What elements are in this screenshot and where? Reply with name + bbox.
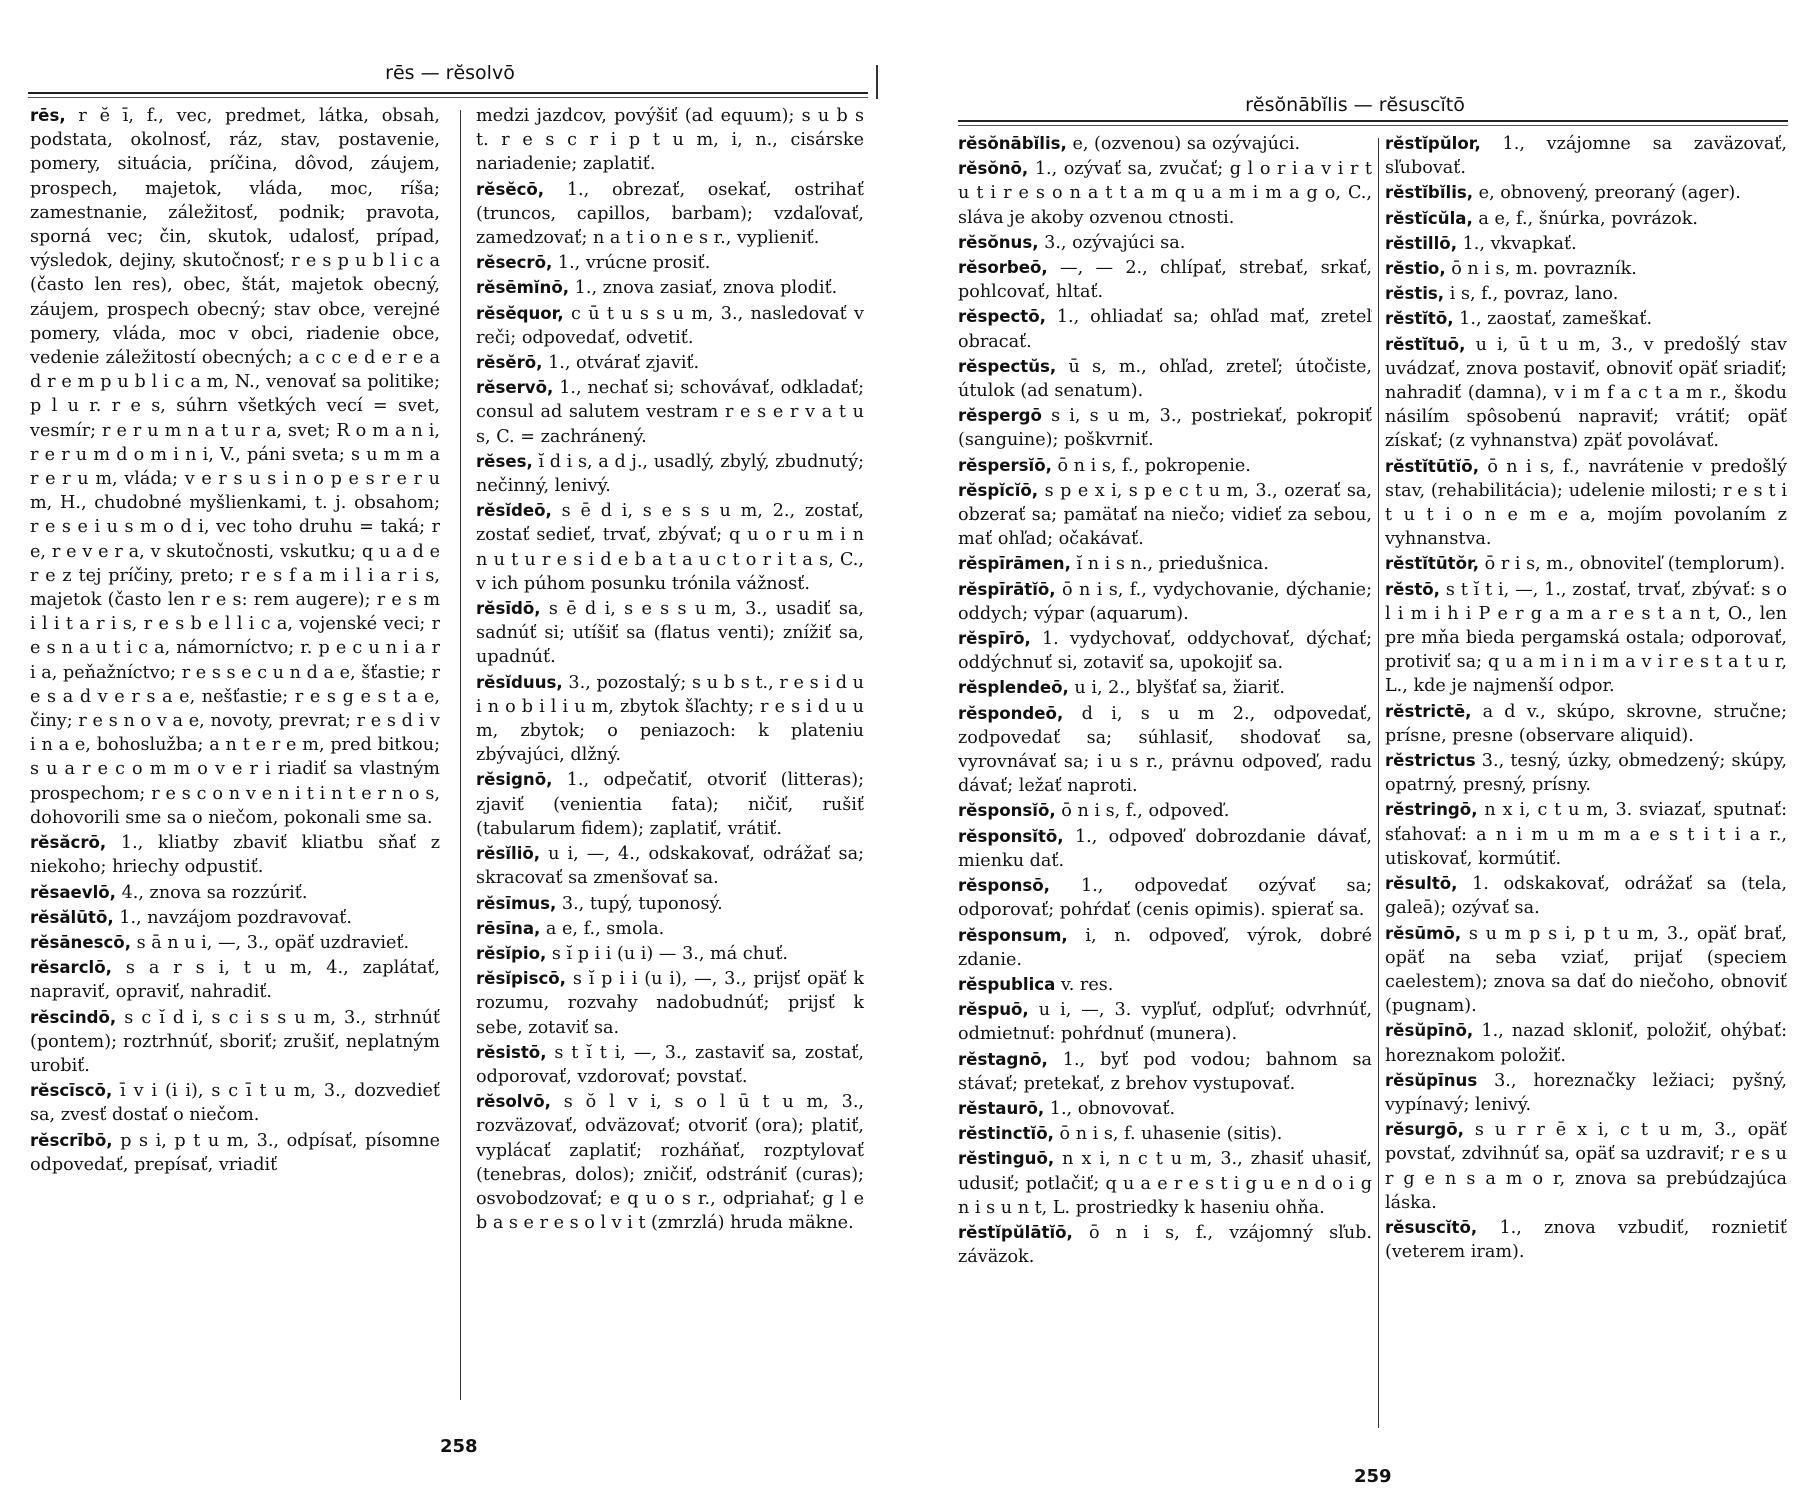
definition: s c ĭ d i, s c i s s u m, 3., strhnúť (pontem); roztrhnúť, sboriť; zrušiť, neplatným urobiť.	[30, 1007, 440, 1076]
dictionary-entry	[958, 355, 1372, 403]
definition: s a r s i, t u m, 4., zaplátať, napraviť, opraviť, nahradiť.	[30, 958, 440, 1003]
column-divider	[1378, 138, 1379, 1428]
definition: ō r i s, m., obnoviteľ (templorum).	[1484, 554, 1786, 575]
dictionary-entry	[1385, 333, 1787, 454]
definition: ō n i s, f. uhasenie (sitis).	[1059, 1124, 1283, 1145]
dictionary-entry	[476, 1041, 864, 1089]
headword: rĕsĕrō,	[476, 353, 543, 373]
dictionary-entry	[958, 231, 1372, 255]
definition: s u r r ē x i, c t u m, 3., opäť povstať, zdvihnúť sa, opäť sa uzdraviť; r e s u r g e n s a m o r, znova sa prebúdzajúca láska.	[1385, 1120, 1787, 1213]
definition: s ŏ l v i, s o l ū t u m, 3., rozväzovať, odväzovať; otvoriť (ora); platiť, vyplácať zaplatiť; rozháňať, rozptylovať (tenebras, dolos); zničiť, odstrániť (curas); osvobodzovať; e q u o s r., odpriahať; g l e b a s e r e s o l v i t (zmrzlá) hruda mäkne.	[476, 1092, 864, 1234]
dictionary-entry	[958, 799, 1372, 823]
headword: rĕspersĭō,	[958, 455, 1052, 475]
headword: rĕsurgō,	[1385, 1120, 1464, 1140]
headword: rĕstĭcŭla,	[1385, 208, 1473, 228]
dictionary-entry	[958, 924, 1372, 972]
headword: rĕsponsĭō,	[958, 801, 1056, 821]
definition: 1., byť pod vodou; bahnom sa stávať; pretekať, z brehov vystupovať.	[958, 1049, 1372, 1094]
dictionary-entry	[958, 1147, 1372, 1220]
definition: d i, s u m 2., odpovedať, zodpovedať sa; súhlasiť, shodovať sa, vyrovnávať sa; i u s r., právnu odpoveď, radu dávať; ležať naproti.	[958, 703, 1372, 797]
header-rule	[28, 92, 868, 94]
headword: rĕscīscō,	[30, 1081, 113, 1101]
dictionary-entry	[1385, 207, 1787, 231]
definition: ō n i s, f., pokropenie.	[1057, 455, 1251, 476]
definition: 1., ohliadať sa; ohľad mať, zreteľ obracať.	[958, 307, 1372, 352]
headword: rĕspergō	[958, 406, 1042, 426]
definition: medzi jazdcov, povýšiť (ad equum); s u b s t. r e s c r i p t u m, i, n., cisárske nariadenie; zaplatiť.	[476, 106, 864, 175]
headword: rĕspĭcĭō,	[958, 480, 1039, 500]
headword: rĕspuō,	[958, 1000, 1029, 1020]
dictionary-entry	[958, 1097, 1372, 1121]
definition: u i, —, 3. vypľuť, odpľuť; odvrhnúť, odmietnuť: pohŕdnuť (munera).	[958, 1000, 1372, 1045]
headword: rĕstĭtō,	[1385, 309, 1454, 329]
definition: 3., ozývajúci sa.	[1044, 232, 1186, 253]
definition: s ē d i, s e s s u m, 3., usadiť sa, sadnúť si; utíšiť sa (flatus venti); znížiť sa, upadnúť.	[476, 599, 864, 668]
headword: rĕsĕquor,	[476, 303, 564, 323]
dictionary-entry	[30, 104, 440, 830]
definition: ō n i s, f., navrátenie v predošlý stav, (rehabilitácia); udelenie milosti; r e s t i t u t i o n e m e a, mojím povolaním z vyhnanstva.	[1385, 456, 1787, 550]
dictionary-entry	[1385, 307, 1787, 331]
headword: rĕses,	[476, 451, 533, 471]
headword: rĕspīrāmen,	[958, 554, 1071, 574]
headword: rĕstringō,	[1385, 800, 1478, 820]
dictionary-entry	[1385, 232, 1787, 256]
dictionary-entry	[30, 956, 440, 1004]
headword: rĕsponsĭtō,	[958, 826, 1064, 846]
definition: r ĕ ī, f., vec, predmet, látka, obsah, podstata, okolnosť, ráz, stav, postavenie, pomery, situácia, príčina, dôvod, záujem, prospech, majetok, vláda, moc, ríša; zamestnanie, záležitosť, podnik; pravota, sporná vec; čin, skutok, udalosť, prípad, výsledok, dejiny, skutočnosť; r e s p u b l i c a (často len res), obec, štát, majetok obecný, záujem, prospech obecný; stav obce, verejné pomery, vláda, moc v obci, riadenie obce, vedenie záležitostí obecných; a c c e d e r e a d r e m p u b l i c a m, N., venovať sa politike; p l u r. r e s, súhrn všetkých vecí = svet, vesmír; r e r u m n a t u r a, svet; R o m a n i, r e r u m d o m i n i, V., páni sveta; s u m m a r e r u m, vláda; v e r s u s i n o p e s r e r u m, H., chudobné myšlienkami, t. j. obsahom; r e s e i u s m o d i, vec toho druhu = taká; r e, r e v e r a, v skutočnosti, vskutku; q u a d e r e z tej príčiny, preto; r e s f a m i l i a r i s, majetok (často len r e s: rem augere); r e s m i l i t a r i s, r e s b e l l i c a, vojenské veci; r e s n a u t i c a, námorníctvo; r. p e c u n i a r i a, peňažníctvo; r e s s e c u n d a e, šťastie; r e s a d v e r s a e, nešťastie; r e s g e s t a e, činy; r e s n o v a e, novoty, prevrat; r e s d i v i n a e, bohoslužba; a n t e r e m, pred bitkou; s u a r e c o m m o v e r i riadiť sa vlastným prospechom; r e s c o n v e n i t i n t e r n o s, dohovorili sme sa o niečom, pokonali sme sa.	[30, 106, 440, 828]
headword: rĕsarclō,	[30, 958, 112, 978]
dictionary-entry	[476, 942, 864, 966]
dictionary-entry	[958, 676, 1372, 700]
definition: s t ĭ t i, —, 3., zastaviť sa, zostať, odporovať, vzdorovať; povstať.	[476, 1042, 864, 1087]
dictionary-entry	[958, 825, 1372, 873]
headword: rĕsignō,	[476, 770, 553, 790]
dictionary-entry	[958, 404, 1372, 452]
headword: rĕsultō,	[1385, 874, 1458, 894]
definition: 1., kliatby zbaviť kliatbu sňať z niekoho; hriechy odpustiť.	[30, 833, 440, 878]
definition: s ĭ p i i (u i), —, 3., prijsť opäť k rozumu, rozvahy nadobudnúť; prijsť k sebe, zotaviť sa.	[476, 969, 864, 1038]
dictionary-entry	[958, 1221, 1372, 1269]
definition: u i, ū t u m, 3., v predošlý stav uvádzať, znova postaviť, obnoviť opäť sriadiť; nahradiť (damna), v i m f a c t a m r., škodu násilím spôsobenú napraviť; vrátiť; opäť získať; (z vyhnanstva) zpäť povolávať.	[1385, 334, 1787, 452]
dictionary-entry	[958, 874, 1372, 922]
headword: rĕstrictus	[1385, 751, 1476, 771]
dictionary-column	[30, 104, 440, 1404]
right-page	[900, 0, 1810, 1500]
dictionary-entry	[1385, 798, 1787, 871]
definition: 1., zaostať, zameškať.	[1459, 309, 1653, 330]
dictionary-entry	[476, 597, 864, 670]
headword: rĕstĭpŭlor,	[1385, 134, 1481, 153]
headword: rĕsponsum,	[958, 925, 1068, 945]
dictionary-entry	[30, 881, 440, 905]
headword: rĕsŭpīnus	[1385, 1070, 1478, 1090]
dictionary-entry	[476, 178, 864, 251]
headword: rĕstinguō,	[958, 1149, 1055, 1169]
headword: rĕsānescō,	[30, 932, 131, 952]
headword: rĕsŭpīnō,	[1385, 1021, 1474, 1041]
headword: rĕstio,	[1385, 259, 1446, 279]
definition: 3., pozostalý; s u b s t., r e s i d u i n o b i l i u m, zbytok šľachty; r e s i d u u m, zbytok; o peniazoch: k plateniu zbývajúci, dlžný.	[476, 672, 864, 766]
definition: 1., nazad skloniť, položiť, ohýbať: horeznakom položiť.	[1385, 1021, 1787, 1066]
definition: s ĭ p i i (u i) — 3., má chuť.	[551, 943, 788, 964]
dictionary-entry	[958, 1048, 1372, 1096]
definition: s ā n u i, —, 3., opäť uzdravieť.	[136, 932, 410, 953]
dictionary-entry	[958, 256, 1372, 304]
definition: 3., horeznačky ležiaci; pyšný, vypínavý; lenivý.	[1385, 1070, 1787, 1115]
dictionary-entry	[958, 627, 1372, 675]
definition: u i, —, 4., odskakovať, odrážať sa; skracovať sa zmenšovať sa.	[476, 844, 864, 889]
definition: 1., vrúcne prosiť.	[557, 253, 711, 274]
definition: n x i, c t u m, 3. sviazať, sputnať: sťahovať: a n i m u m m a e s t i t i a r., utiskovať, kormútiť.	[1385, 800, 1787, 869]
headword: rĕsecrō,	[476, 253, 553, 273]
definition: a e, f., smola.	[545, 918, 665, 939]
dictionary-entry	[1385, 578, 1787, 699]
dictionary-entry	[1385, 257, 1787, 281]
header-rule-thin	[28, 97, 868, 98]
dictionary-entry	[476, 251, 864, 275]
dictionary-entry	[476, 376, 864, 449]
headword: rĕstis,	[1385, 284, 1445, 304]
dictionary-entry	[1385, 455, 1787, 552]
headword: rĕsŏnābĭlis,	[958, 134, 1067, 153]
headword: rĕspīrātĭō,	[958, 579, 1056, 599]
dictionary-entry	[30, 831, 440, 879]
dictionary-entry	[958, 973, 1372, 997]
headword: rĕsĭdeō,	[476, 501, 552, 521]
page-number: 258	[440, 1436, 478, 1457]
header-rule	[958, 120, 1788, 122]
dictionary-entry	[1385, 552, 1787, 576]
headword: rĕsălūtō,	[30, 907, 114, 927]
headword: rĕscindō,	[30, 1007, 117, 1027]
headword: rĕsăcrō,	[30, 833, 107, 853]
dictionary-column	[1385, 132, 1787, 1432]
definition: —, — 2., chlípať, strebať, srkať, pohlcovať, hltať.	[958, 258, 1372, 303]
dictionary-entry	[30, 1079, 440, 1127]
headword: rĕstillō,	[1385, 233, 1458, 253]
definition: 1., vkvapkať.	[1462, 233, 1577, 254]
dictionary-entry	[1385, 1118, 1787, 1215]
dictionary-entry	[30, 1006, 440, 1079]
headword: rĕsplendeō,	[958, 678, 1069, 698]
headword: rĕstaurō,	[958, 1098, 1045, 1118]
running-header: rēs — rĕsolvō	[385, 62, 515, 84]
definition: 1., nechať si; schovávať, odkladať; consul ad salutem vestram r e s e r v a t u s, C. = zachránený.	[476, 378, 864, 447]
definition: i s, f., povraz, lano.	[1449, 284, 1619, 305]
dictionary-entry	[1385, 922, 1787, 1019]
definition: 1., odpoveď dobrozdanie dávať, mienku dať.	[958, 826, 1372, 871]
headword: rĕsŏnus,	[958, 232, 1039, 252]
definition: 1., otvárať zjaviť.	[548, 353, 700, 374]
definition: a e, f., šnúrka, povrázok.	[1478, 208, 1698, 229]
headword: rĕstinctĭō,	[958, 1124, 1054, 1144]
dictionary-entry	[958, 578, 1372, 626]
definition: 1., navzájom pozdravovať.	[119, 907, 352, 928]
definition: 1. vydychovať, oddychovať, dýchať; oddýchnuť si, zotaviť sa, upokojiť sa.	[958, 629, 1372, 674]
definition: e, obnovený, preoraný (ager).	[1478, 183, 1741, 204]
dictionary-entry	[1385, 749, 1787, 797]
definition: n x i, n c t u m, 3., zhasiť uhasiť, udusiť; potlačiť; q u a e r e s t i g u e n d o i g n i s u n t, L. prostriedky k haseniu ohňa.	[958, 1149, 1372, 1218]
definition: u i, 2., blyšťať sa, žiariť.	[1074, 678, 1285, 699]
dictionary-entry	[1385, 700, 1787, 748]
definition: 3., tesný, úzky, obmedzený; skúpy, opatrný, presný, prísny.	[1385, 751, 1787, 796]
dictionary-entry	[958, 1122, 1372, 1146]
dictionary-entry	[1385, 132, 1787, 180]
headword: rĕsĭduus,	[476, 672, 563, 692]
dictionary-entry	[30, 931, 440, 955]
dictionary-entry	[476, 917, 864, 941]
dictionary-entry	[1385, 1069, 1787, 1117]
dictionary-entry	[476, 1090, 864, 1235]
dictionary-column	[958, 132, 1372, 1432]
headword: rĕspectŭs,	[958, 356, 1057, 376]
headword: rĕsaevlō,	[30, 882, 116, 902]
definition: s ē d i, s e s s u m, 2., zostať, zostať sedieť, trvať, zbývať; q u o r u m i n n u t u r e s i d e b a t a u c t o r i t a s, C., v ich púhom posunku trónila vážnosť.	[476, 501, 864, 594]
definition: ĭ n i s n., priedušnica.	[1076, 554, 1269, 575]
definition: a d v., skúpo, skrovne, stručne; prísne, presne (observare aliquid).	[1385, 701, 1787, 746]
definition: s p e x i, s p e c t u m, 3., ozerať sa, obzerať sa; pamätať na niečo; vidieť za sebou, mať ohľad; očakávať.	[958, 480, 1372, 550]
page-edge-rule	[876, 65, 878, 99]
dictionary-entry	[476, 671, 864, 768]
dictionary-entry	[958, 998, 1372, 1046]
definition: 1., ozývať sa, zvučať; g l o r i a v i r t u t i r e s o n a t t a m q u a m i m a g o, C., sláva je akoby ozvenou ctnosti.	[958, 159, 1372, 228]
page-number: 259	[1354, 1466, 1392, 1487]
definition: 1., vzájomne sa zaväzovať, sľubovať.	[1385, 134, 1787, 179]
dictionary-entry	[476, 302, 864, 350]
left-page	[0, 0, 900, 1500]
dictionary-entry	[958, 552, 1372, 576]
definition: ĭ d i s, a d j., usadlý, zbylý, zbudnutý; nečinný, lenivý.	[476, 451, 864, 497]
headword: rĕsorbeō,	[958, 258, 1048, 278]
headword: rĕsūmō,	[1385, 923, 1462, 943]
definition: s i, s u m, 3., postriekať, pokropiť (sanguine); poškvrniť.	[958, 406, 1372, 451]
column-divider	[460, 110, 461, 1400]
definition: 1. odskakovať, odrážať sa (tela, galeā); ozývať sa.	[1385, 874, 1787, 919]
definition: s u m p s i, p t u m, 3., opäť brať, opäť na seba vziať, prijať (speciem caelestem); znova sa dať do niečoho, obnoviť (pugnam).	[1385, 923, 1787, 1017]
headword: rĕsīmus,	[476, 893, 557, 913]
dictionary-entry	[958, 157, 1372, 230]
definition: ō n i s, m. povrazník.	[1451, 259, 1637, 280]
definition: 3., tupý, tuponosý.	[561, 893, 723, 914]
headword: rĕspublica	[958, 974, 1056, 994]
definition: e, (ozvenou) sa ozývajúci.	[1072, 134, 1301, 154]
definition: 1., znova zasiať, znova plodiť.	[574, 278, 838, 299]
dictionary-entry	[476, 351, 864, 375]
dictionary-entry	[958, 479, 1372, 552]
dictionary-entry	[476, 967, 864, 1040]
headword: rĕstagnō,	[958, 1049, 1048, 1069]
headword: rēsīna,	[476, 918, 541, 938]
headword: rĕsĭliō,	[476, 844, 541, 864]
dictionary-entry	[1385, 1019, 1787, 1067]
dictionary-entry	[476, 104, 864, 177]
headword: rĕstrictē,	[1385, 701, 1472, 721]
definition: c ū t u s s u m, 3., nasledovať v reči; odpovedať, odvetiť.	[476, 303, 864, 348]
running-header: rĕsŏnābĭlis — rĕsuscĭtō	[1245, 94, 1465, 116]
definition: 1., odpovedať ozývať sa; odporovať; pohŕdať (cenis opimis). spierať sa.	[958, 876, 1372, 921]
headword: rĕstĭbĭlis,	[1385, 183, 1474, 203]
headword: rĕsuscĭtō,	[1385, 1217, 1478, 1237]
definition: 4., znova sa rozzúriť.	[121, 882, 308, 903]
dictionary-entry	[476, 450, 864, 498]
definition: v. res.	[1060, 974, 1114, 995]
headword: rĕservō,	[476, 378, 554, 398]
dictionary-entry	[30, 1129, 440, 1177]
headword: rĕsĕcō,	[476, 179, 545, 199]
dictionary-entry	[476, 276, 864, 300]
headword: rĕsĭpio,	[476, 943, 547, 963]
header-rule-thin	[958, 125, 1788, 126]
headword: rĕspectō,	[958, 307, 1046, 327]
headword: rĕstĭtūtŏr,	[1385, 554, 1480, 574]
definition: 1., znova vzbudiť, roznietiť (veterem iram).	[1385, 1217, 1787, 1263]
definition: s t ĭ t i, —, 1., zostať, trvať, zbývať: s o l i m i h i P e r g a m a r e s t a n t, O., len pre mňa bieda pergamská ostala; odporovať, protiviť sa; q u a m i n i m a v i r e s t a t u r, L., kde je najmenší odpor.	[1385, 579, 1787, 697]
headword: rĕsŏnō,	[958, 159, 1029, 179]
headword: rĕspondeō,	[958, 703, 1064, 723]
headword: rĕsīdō,	[476, 599, 541, 619]
dictionary-entry	[476, 499, 864, 596]
definition: ō n i s, f., vydychovanie, dýchanie; oddych; výpar (aquarum).	[958, 579, 1372, 624]
headword: rĕstĭtūtĭō,	[1385, 456, 1480, 476]
headword: rĕspīrō,	[958, 629, 1031, 649]
dictionary-entry	[476, 892, 864, 916]
definition: ū s, m., ohľad, zreteľ; útočiste, útulok (ad senatum).	[958, 356, 1372, 402]
definition: 1., obnovovať.	[1049, 1098, 1176, 1119]
definition: 1., obrezať, osekať, ostrihať (truncos, capillos, barbam); vzdaľovať, zamedzovať; n a t i o n e s r., vyplieniť.	[476, 179, 864, 249]
definition: ō n i s, f., odpoveď.	[1061, 801, 1230, 822]
definition: p s i, p t u m, 3., odpísať, písomne odpovedať, prepísať, vriadiť	[30, 1130, 440, 1175]
dictionary-entry	[958, 454, 1372, 478]
dictionary-column	[476, 104, 864, 1404]
dictionary-entry	[30, 906, 440, 930]
headword: rĕsistō,	[476, 1042, 547, 1062]
headword: rĕsĭpiscō,	[476, 969, 566, 989]
headword: rĕstĭpŭlātĭō,	[958, 1222, 1073, 1242]
headword: rĕstō,	[1385, 579, 1440, 599]
dictionary-entry	[1385, 872, 1787, 920]
headword: rēs,	[30, 106, 66, 125]
definition: i, n. odpoveď, výrok, dobré zdanie.	[958, 925, 1372, 970]
dictionary-entry	[958, 702, 1372, 799]
dictionary-entry	[1385, 181, 1787, 205]
headword: rĕsolvō,	[476, 1092, 551, 1112]
definition: 1., odpečatiť, otvoriť (litteras); zjaviť (venientia fata); ničiť, rušiť (tabularum fidem); zaplatiť, vrátiť.	[476, 770, 864, 839]
dictionary-entry	[958, 132, 1372, 156]
headword: rĕsēmĭnō,	[476, 278, 570, 298]
dictionary-entry	[1385, 282, 1787, 306]
headword: rĕstĭtuō,	[1385, 334, 1466, 354]
headword: rĕsponsō,	[958, 876, 1050, 896]
headword: rĕscrībō,	[30, 1130, 113, 1150]
dictionary-entry	[476, 842, 864, 890]
dictionary-entry	[476, 768, 864, 841]
definition: ō n i s, f., vzájomný sľub. záväzok.	[958, 1222, 1372, 1268]
definition: ī v i (i i), s c ī t u m, 3., dozvedieť sa, zvesť dostať o niečom.	[30, 1081, 440, 1126]
dictionary-entry	[1385, 1216, 1787, 1264]
dictionary-entry	[958, 305, 1372, 353]
